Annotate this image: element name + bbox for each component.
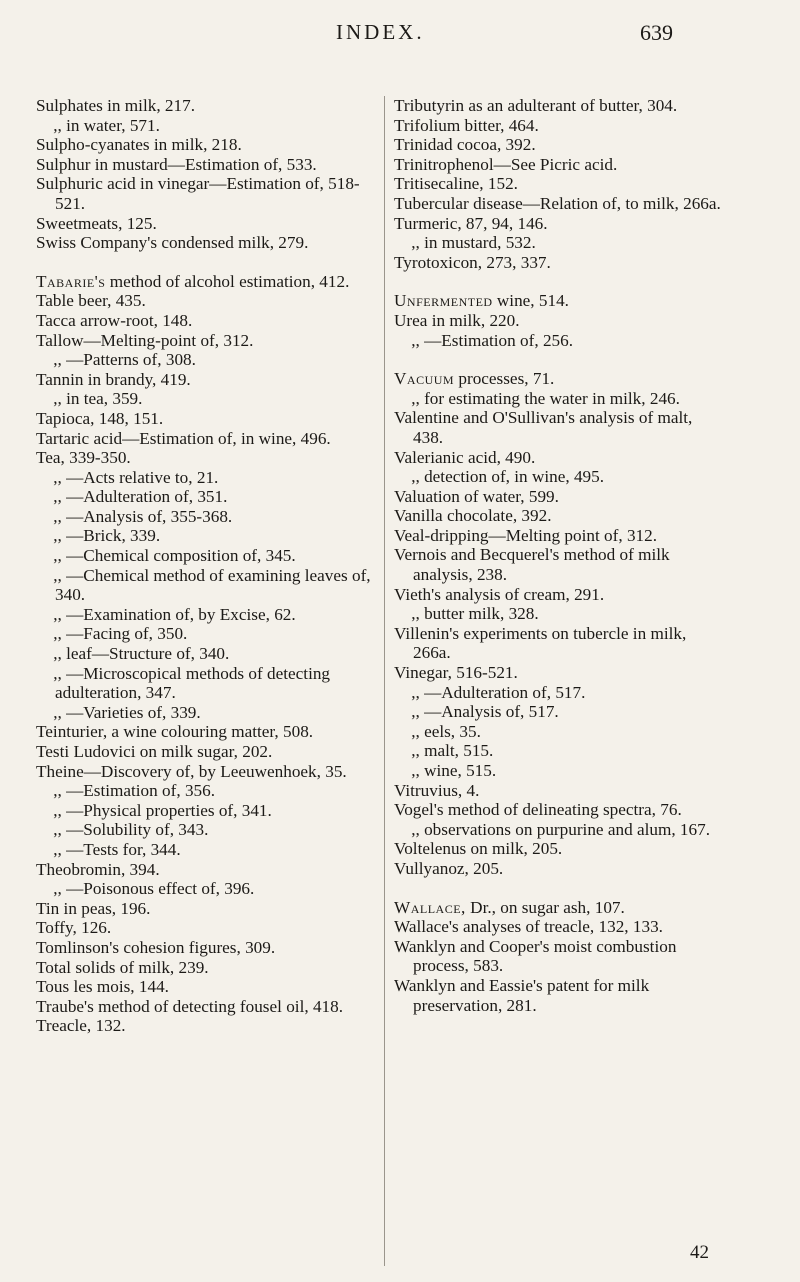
index-entry: Treacle, 132. xyxy=(36,1016,126,1036)
index-entry: Tapioca, 148, 151. xyxy=(36,408,164,428)
index-entry: Vinegar, 516-521. xyxy=(394,663,518,683)
index-entry: ,, in tea, 359. xyxy=(36,389,143,409)
index-entry: Tyrotoxicon, 273, 337. xyxy=(394,252,551,272)
index-entry: Vanilla chocolate, 392. xyxy=(394,506,552,526)
index-entry: ,, —Analysis of, 517. xyxy=(394,702,559,722)
index-entry: Villenin's experiments on tubercle in milk, 266a. xyxy=(394,623,687,663)
index-entry: Valentine and O'Sullivan's analysis of malt, 438. xyxy=(394,408,693,447)
index-entry: Vernois and Becquerel's method of milk analysis, 238. xyxy=(394,545,670,585)
index-entry: ,, malt, 515. xyxy=(394,741,494,761)
section-gap xyxy=(36,253,376,272)
index-entry: Trinidad cocoa, 392. xyxy=(394,135,536,155)
index-entry: Theobromin, 394. xyxy=(36,859,160,879)
index-entry: Turmeric, 87, 94, 146. xyxy=(394,213,548,233)
index-entry: ,, —Facing of, 350. xyxy=(36,624,188,644)
index-entry: ,, —Solubility of, 343. xyxy=(36,820,209,840)
section-gap xyxy=(394,272,724,291)
page-header xyxy=(0,12,800,52)
index-entry: ,, —Analysis of, 355-368. xyxy=(36,506,233,526)
index-entry: ,, —Microscopical methods of detecting adulteration, 347. xyxy=(36,663,331,703)
index-entry: ,, in water, 571. xyxy=(36,115,160,135)
index-entry: ,, —Estimation of, 356. xyxy=(36,781,216,801)
index-entry: Total solids of milk, 239. xyxy=(36,957,209,977)
index-entry: Wallace's analyses of treacle, 132, 133. xyxy=(394,917,663,937)
index-column-left xyxy=(36,96,376,1036)
index-entry: Toffy, 126. xyxy=(36,918,112,938)
index-entry: Teinturier, a wine colouring matter, 508. xyxy=(36,722,314,742)
index-entry: ,, —Brick, 339. xyxy=(36,526,161,546)
index-entry: ,, wine, 515. xyxy=(394,761,497,780)
index-entry: Tubercular disease—Relation of, to milk, 266a. xyxy=(394,193,721,213)
index-entry: Tritisecaline, 152. xyxy=(394,174,518,194)
index-entry: ,, observations on purpurine and alum, 167. xyxy=(394,819,711,839)
section-gap xyxy=(394,879,724,898)
index-entry: Wanklyn and Cooper's moist combustion process, 583. xyxy=(394,936,677,976)
index-entry: Testi Ludovici on milk sugar, 202. xyxy=(36,742,273,761)
index-entry: Tomlinson's cohesion figures, 309. xyxy=(36,937,276,957)
column-divider xyxy=(384,96,385,1266)
index-entry: Tabarie's method of alcohol estimation, 412. xyxy=(36,271,350,291)
index-entry: ,, —Chemical composition of, 345. xyxy=(36,546,296,566)
index-entry: Traube's method of detecting fousel oil, 418. xyxy=(36,996,344,1016)
index-entry: Tributyrin as an adulterant of butter, 304. xyxy=(394,96,678,115)
index-entry: ,, leaf—Structure of, 340. xyxy=(36,644,230,664)
index-entry: Tous les mois, 144. xyxy=(36,977,169,997)
index-entry: Vitruvius, 4. xyxy=(394,780,480,800)
index-column-right xyxy=(394,96,724,1015)
index-entry: Sweetmeats, 125. xyxy=(36,213,157,233)
index-entry: Theine—Discovery of, by Leeuwenhoek, 35. xyxy=(36,761,347,781)
index-entry: ,, —Adulteration of, 517. xyxy=(394,682,586,702)
index-entry: Swiss Company's condensed milk, 279. xyxy=(36,233,309,253)
index-entry: ,, —Chemical method of examining leaves of, 340. xyxy=(36,565,371,605)
index-entry: Sulphates in milk, 217. xyxy=(36,96,195,115)
index-entry: ,, —Examination of, by Excise, 62. xyxy=(36,604,296,624)
index-entry: Unfermented wine, 514. xyxy=(394,291,569,311)
running-head: INDEX. xyxy=(336,20,425,44)
index-entry: Tartaric acid—Estimation of, in wine, 496. xyxy=(36,428,331,448)
index-entry: Tin in peas, 196. xyxy=(36,898,151,918)
index-entry: Table beer, 435. xyxy=(36,291,146,311)
index-entry: ,, detection of, in wine, 495. xyxy=(394,467,605,487)
index-entry: Voltelenus on milk, 205. xyxy=(394,839,563,859)
index-entry: Vacuum processes, 71. xyxy=(394,369,555,389)
index-entry: Sulphur in mustard—Estimation of, 533. xyxy=(36,154,317,174)
index-entry: ,, —Adulteration of, 351. xyxy=(36,487,228,507)
index-entry: Trifolium bitter, 464. xyxy=(394,115,539,135)
index-entry: ,, —Tests for, 344. xyxy=(36,839,181,859)
index-entry: Tacca arrow-root, 148. xyxy=(36,310,193,330)
index-entry: ,, eels, 35. xyxy=(394,721,481,741)
index-entry: Valuation of water, 599. xyxy=(394,486,559,506)
index-entry: Vogel's method of delineating spectra, 76. xyxy=(394,800,682,820)
signature-mark: 42 xyxy=(690,1242,709,1263)
index-entry: Vullyanoz, 205. xyxy=(394,858,504,878)
index-entry: ,, for estimating the water in milk, 246. xyxy=(394,388,680,408)
index-entry: ,, —Varieties of, 339. xyxy=(36,702,201,722)
index-entry: ,, butter milk, 328. xyxy=(394,604,539,624)
page-number: 639 xyxy=(640,20,673,45)
index-entry: Trinitrophenol—See Picric acid. xyxy=(394,154,618,174)
index-entry: Valerianic acid, 490. xyxy=(394,447,536,467)
index-entry: Vieth's analysis of cream, 291. xyxy=(394,584,605,604)
index-entry: ,, —Estimation of, 256. xyxy=(394,330,574,350)
index-entry: Sulphuric acid in vinegar—Estimation of, 518-521. xyxy=(36,174,360,213)
index-entry: Veal-dripping—Melting point of, 312. xyxy=(394,525,658,545)
index-entry: ,, in mustard, 532. xyxy=(394,233,536,253)
index-entry: ,, —Acts relative to, 21. xyxy=(36,467,219,487)
index-entry: Tannin in brandy, 419. xyxy=(36,369,191,389)
index-entry: ,, —Patterns of, 308. xyxy=(36,350,196,370)
index-entry: Sulpho-cyanates in milk, 218. xyxy=(36,135,242,155)
index-entry: ,, —Poisonous effect of, 396. xyxy=(36,879,255,899)
index-entry: Wanklyn and Eassie's patent for milk preservation, 281. xyxy=(394,975,650,1015)
index-entry: ,, —Physical properties of, 341. xyxy=(36,800,272,820)
section-gap xyxy=(394,350,724,369)
index-entry: Tea, 339-350. xyxy=(36,448,131,468)
index-entry: Tallow—Melting-point of, 312. xyxy=(36,330,254,350)
index-entry: Wallace, Dr., on sugar ash, 107. xyxy=(394,897,625,917)
index-entry: Urea in milk, 220. xyxy=(394,310,520,330)
